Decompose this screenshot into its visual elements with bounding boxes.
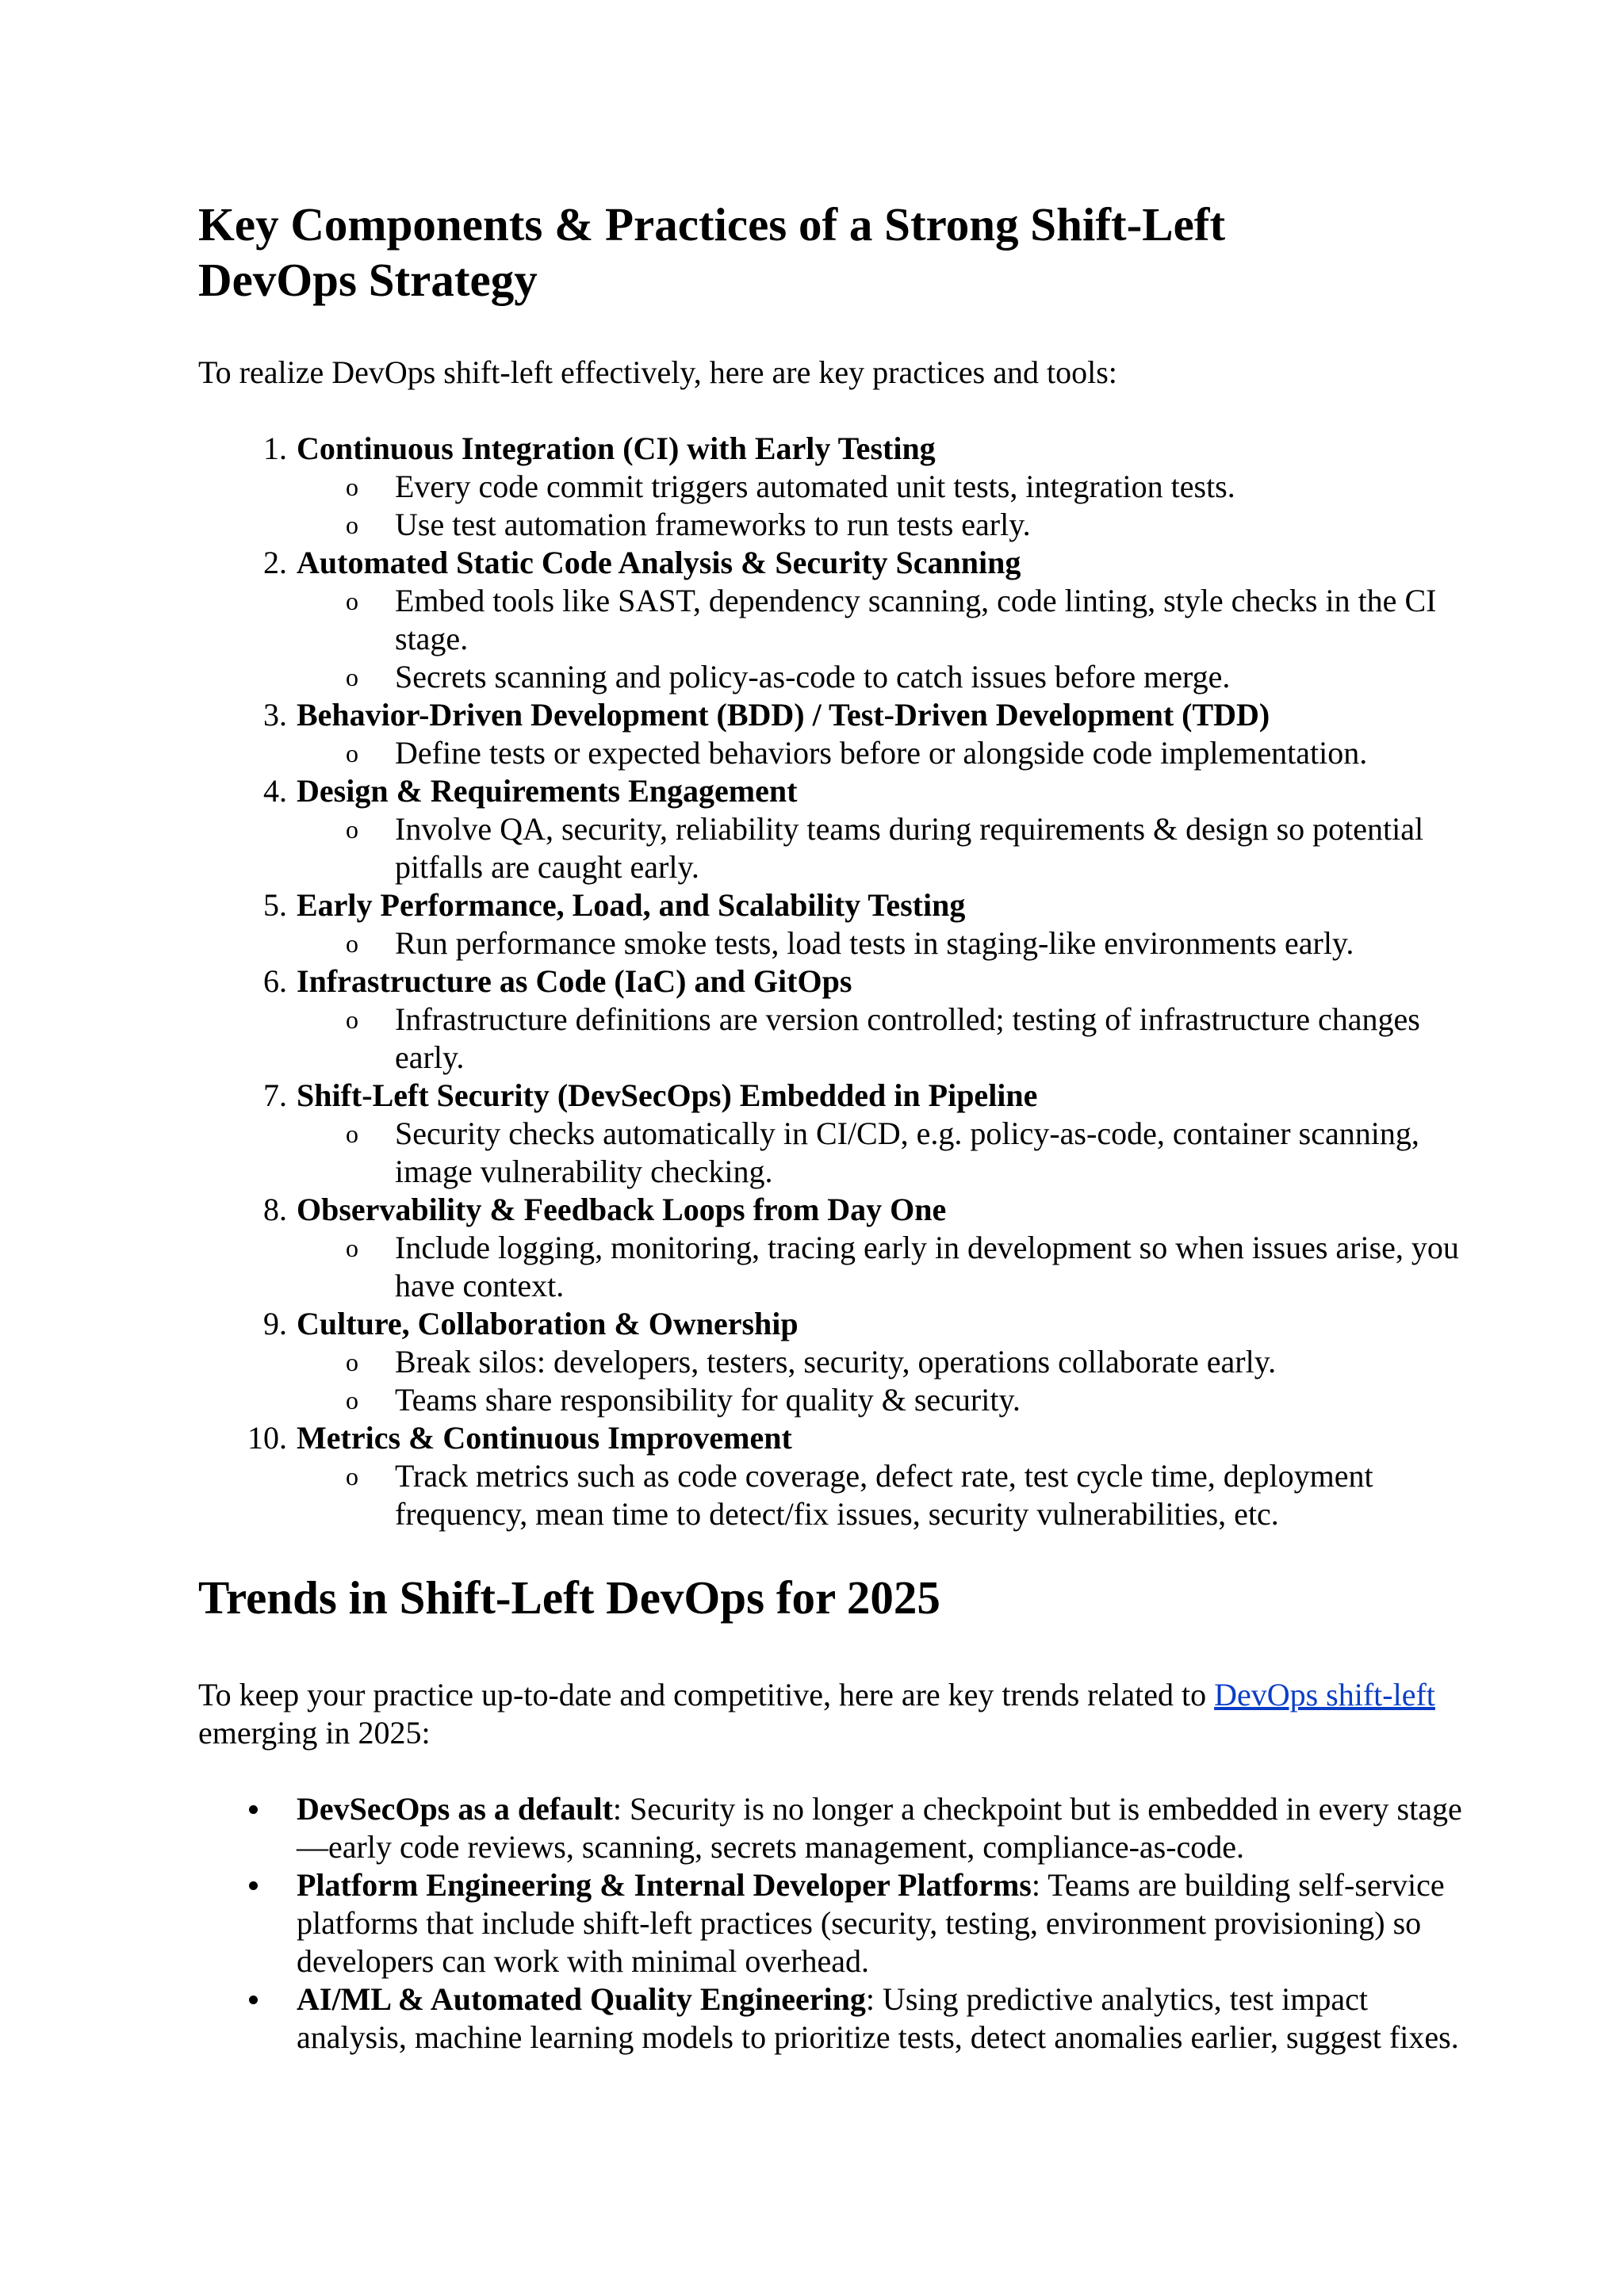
bullet-dot-icon — [249, 1881, 258, 1890]
trend-item — [198, 1980, 1465, 2057]
sub-list-item-text: Include logging, monitoring, tracing early in development so when issues arise, you have context. — [395, 1230, 1459, 1303]
circle-bullet-icon: o — [346, 473, 358, 501]
list-item-title: Shift-Left Security (DevSecOps) Embedded in Pipeline — [297, 1077, 1038, 1113]
trend-item — [198, 1866, 1465, 1980]
trend-title: Platform Engineering & Internal Developer Platforms — [297, 1867, 1032, 1903]
trend-item — [198, 1790, 1465, 1866]
section-heading-key-components — [198, 197, 1465, 308]
trend-text: : Using predictive analytics, test impact analysis, machine learning models to prioritize tests, detect anomalies earlier, suggest fixes. — [297, 1981, 1459, 2055]
list-item-title: Design & Requirements Engagement — [297, 773, 798, 809]
list-item-number: 1. — [263, 430, 287, 466]
sub-list — [297, 810, 1465, 886]
list-item — [198, 544, 1465, 696]
trends-intro-text-before: To keep your practice up-to-date and competitive, here are key trends related to — [198, 1677, 1215, 1712]
sub-list-item — [297, 582, 1465, 658]
circle-bullet-icon: o — [346, 815, 358, 844]
trends-intro — [198, 1676, 1465, 1752]
circle-bullet-icon: o — [346, 663, 358, 691]
list-item-title: Observability & Feedback Loops from Day One — [297, 1192, 947, 1227]
sub-list-item — [297, 658, 1465, 696]
list-item-title: Early Performance, Load, and Scalability Testing — [297, 887, 966, 923]
list-item — [198, 886, 1465, 962]
sub-list — [297, 924, 1465, 962]
sub-list-item-text: Use test automation frameworks to run tests early. — [395, 507, 1031, 542]
circle-bullet-icon: o — [346, 587, 358, 615]
bullet-dot-icon — [249, 1805, 258, 1814]
trends-intro-text-after: emerging in 2025: — [198, 1715, 431, 1751]
list-item — [198, 962, 1465, 1077]
list-item — [198, 696, 1465, 772]
sub-list-item — [297, 1001, 1465, 1077]
list-item-number: 5. — [263, 887, 287, 923]
circle-bullet-icon: o — [346, 739, 358, 767]
sub-list-item-text: Security checks automatically in CI/CD, e.g. policy-as-code, container scanning, image vulnerability checking. — [395, 1115, 1419, 1189]
list-item-number: 2. — [263, 545, 287, 580]
list-item-number: 6. — [263, 963, 287, 999]
sub-list — [297, 468, 1465, 544]
circle-bullet-icon: o — [346, 1462, 358, 1490]
bullet-dot-icon — [249, 1996, 258, 2004]
sub-list-item-text: Break silos: developers, testers, security, operations collaborate early. — [395, 1344, 1277, 1380]
sub-list — [297, 734, 1465, 772]
sub-list-item-text: Track metrics such as code coverage, defect rate, test cycle time, deployment frequency, mean time to detect/fix issues, security vulnerabilities, etc. — [395, 1458, 1373, 1532]
trend-title: AI/ML & Automated Quality Engineering — [297, 1981, 866, 2017]
list-item-title: Metrics & Continuous Improvement — [297, 1420, 792, 1456]
devops-shift-left-link[interactable]: DevOps shift-left — [1214, 1677, 1435, 1712]
sub-list — [297, 1229, 1465, 1305]
sub-list-item-text: Teams share responsibility for quality & security. — [395, 1382, 1021, 1418]
circle-bullet-icon: o — [346, 1386, 358, 1414]
sub-list-item-text: Define tests or expected behaviors before or alongside code implementation. — [395, 735, 1368, 771]
sub-list-item — [297, 1457, 1465, 1533]
circle-bullet-icon: o — [346, 929, 358, 958]
list-item — [198, 1077, 1465, 1191]
list-item-number: 4. — [263, 773, 287, 809]
sub-list-item-text: Secrets scanning and policy-as-code to catch issues before merge. — [395, 659, 1231, 695]
circle-bullet-icon: o — [346, 1348, 358, 1376]
circle-bullet-icon: o — [346, 1234, 358, 1262]
practices-list — [198, 430, 1465, 1533]
list-item — [198, 1419, 1465, 1533]
sub-list — [297, 1343, 1465, 1419]
list-item-title: Infrastructure as Code (IaC) and GitOps — [297, 963, 852, 999]
trend-title: DevSecOps as a default — [297, 1791, 613, 1827]
sub-list — [297, 1115, 1465, 1191]
sub-list-item — [297, 810, 1465, 886]
sub-list-item — [297, 1229, 1465, 1305]
list-item-title: Culture, Collaboration & Ownership — [297, 1306, 799, 1341]
sub-list-item — [297, 468, 1465, 506]
sub-list-item — [297, 1343, 1465, 1381]
sub-list-item — [297, 924, 1465, 962]
sub-list-item — [297, 506, 1465, 544]
sub-list-item-text: Every code commit triggers automated unit tests, integration tests. — [395, 469, 1235, 504]
sub-list-item-text: Run performance smoke tests, load tests in staging-like environments early. — [395, 925, 1354, 961]
heading-line-1: Key Components & Practices of a Strong Shift-Left — [198, 198, 1226, 251]
circle-bullet-icon: o — [346, 1005, 358, 1034]
list-item-title: Automated Static Code Analysis & Security Scanning — [297, 545, 1021, 580]
list-item-number: 3. — [263, 697, 287, 733]
heading-line-2: DevOps Strategy — [198, 254, 538, 306]
circle-bullet-icon: o — [346, 1119, 358, 1148]
list-item-number: 9. — [263, 1306, 287, 1341]
list-item — [198, 1305, 1465, 1419]
sub-list — [297, 1001, 1465, 1077]
trend-text: : Security is no longer a checkpoint but is embedded in every stage—early code reviews, scanning, secrets management, compliance-as-code. — [297, 1791, 1462, 1865]
list-item — [198, 772, 1465, 886]
sub-list-item — [297, 1381, 1465, 1419]
list-item-number: 8. — [263, 1192, 287, 1227]
sub-list-item-text: Involve QA, security, reliability teams during requirements & design so potential pitfalls are caught early. — [395, 811, 1424, 885]
sub-list-item — [297, 734, 1465, 772]
sub-list-item-text: Embed tools like SAST, dependency scanning, code linting, style checks in the CI stage. — [395, 583, 1437, 656]
section-intro: To realize DevOps shift-left effectively, here are key practices and tools: — [198, 354, 1117, 390]
list-item-number: 10. — [247, 1420, 287, 1456]
sub-list-item-text: Infrastructure definitions are version controlled; testing of infrastructure changes early. — [395, 1001, 1420, 1075]
list-item-title: Behavior-Driven Development (BDD) / Test-Driven Development (TDD) — [297, 697, 1270, 733]
sub-list — [297, 1457, 1465, 1533]
sub-list — [297, 582, 1465, 696]
circle-bullet-icon: o — [346, 511, 358, 539]
section-heading-trends: Trends in Shift-Left DevOps for 2025 — [198, 1571, 940, 1624]
list-item-number: 7. — [263, 1077, 287, 1113]
list-item-title: Continuous Integration (CI) with Early Testing — [297, 430, 936, 466]
sub-list-item — [297, 1115, 1465, 1191]
list-item — [198, 430, 1465, 544]
list-item — [198, 1191, 1465, 1305]
trends-list — [198, 1790, 1465, 2057]
trend-text: : Teams are building self-service platforms that include shift-left practices (security, testing, environment provisioning) so developers can work with minimal overhead. — [297, 1867, 1445, 1979]
